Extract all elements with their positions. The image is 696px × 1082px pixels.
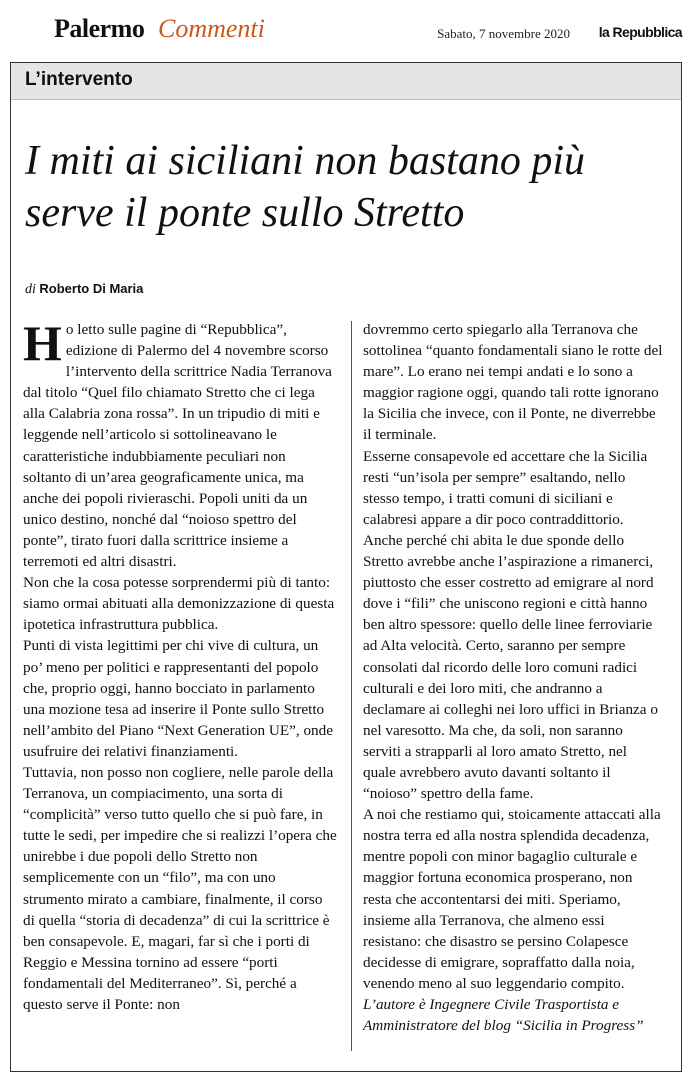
paragraph-text: o letto sulle pagine di “Repubblica”, edizione di Palermo del 4 novembre scorso l’intervento della scrittrice Nadia Terranova dal titolo “Quel filo chiamato Stretto che ci lega alla Calabria zona rossa”. In un tripudio di miti e leggende nell’articolo si sottolineavano le caratteristiche indubbiamente peculiari non soltanto di un’area geograficamente unica, ma anche dei popoli rivieraschi. Popoli uniti da un unico destino, nonché dal “noioso spettro del ponte”, tirato fuori dalla scrittrice insieme a terremoti ed altri disastri. [23,321,332,571]
paragraph: A noi che restiamo qui, stoicamente attaccati alla nostra terra ed alla nostra splendida decadenza, mentre popoli con minor bagaglio culturale e maggior fortuna economica prosperano, non resta che accontentarsi dei miti. Speriamo, insieme alla Terranova, che almeno essi resistano: che disastro se persino Colapesce decidesse di emigrare, sopraffatto dalla noia, venendo meno al suo leggendario compito. [363,806,661,992]
article-kicker: L’intervento [25,69,133,90]
headline-line-1: I miti ai siciliani non bastano più [25,138,586,184]
paragraph: dovremmo certo spiegarlo alla Terranova che sottolinea “quanto fondamentali siano le rotte del mare”. Lo erano nei tempi andati e lo sono a maggior ragione oggi, quando tali rotte ignorano la Sicilia che invece, con il Ponte, ne diverrebbe il terminale. [363,321,663,444]
article-frame [10,62,682,1072]
paragraph [23,315,337,572]
drop-cap: H [23,315,62,371]
author-note: L’autore è Ingegnere Civile Trasportista e Amministratore del blog “Sicilia in Progress” [363,996,644,1035]
paragraph: Non che la cosa potesse sorprendermi più di tanto: siamo ormai abituati alla demonizzazione di questa ipotetica infrastruttura pubblica. [23,574,335,634]
newspaper-brand: la Repubblica [598,24,682,40]
page-header [54,14,682,48]
section-name: Commenti [158,14,265,43]
paragraph: Punti di vista legittimi per chi vive di cultura, un po’ meno per politici e rappresentanti del popolo che, proprio oggi, hanno bocciato in parlamento una mozione tesa ad inserire il Ponte sullo Stretto nell’ambito del Piano “Next Generation UE”, onde usufruire dei relativi finanziamenti. [23,637,333,760]
issue-date: Sabato, 7 novembre 2020 [437,26,570,41]
article-column-right [363,319,663,1036]
kicker-bar [11,63,681,100]
byline [25,281,143,298]
article-column-left [23,315,337,1015]
headline-line-2: serve il ponte sullo Stretto [25,190,465,236]
section-city: Palermo [54,14,145,43]
author-name: Roberto Di Maria [39,281,144,296]
article-headline [25,135,675,239]
paragraph: Tuttavia, non posso non cogliere, nelle parole della Terranova, un compiacimento, una sorta di “complicità” verso tutto quello che si può fare, in tutte le sedi, per impedire che si realizzi l’opera che unirebbe i due popoli dello Stretto non semplicemente con un “filo”, ma con uno strumento mirato a cambiare, finalmente, il corso di quella “storia di decadenza” di cui la scrittrice è ben consapevole. E, magari, far sì che i porti di Reggio e Messina tornino ad essere “porti fondamentali del Mediterraneo”. Sì, perché a questo serve il Ponte: non [23,763,337,1013]
column-divider [351,321,352,1051]
byline-prefix: di [25,282,36,297]
paragraph: Esserne consapevole ed accettare che la Sicilia resti “un’isola per sempre” esaltando, nello stesso tempo, i tratti comuni di siciliani e calabresi appare a dir poco contraddittorio. Anche perché chi abita le due sponde dello Stretto avrebbe anche l’aspirazione a rimanerci, piuttosto che esser costretto ad emigrare al nord dove i “fili” che uniscono regioni e città hanno ben altro spessore: quello delle linee ferroviarie ad Alta velocità. Certo, saranno per sempre consolati dal ricordo delle loro comuni radici culturali e dei loro miti, che andranno a declamare ai colleghi nei loro uffici in Brianza o nel varesotto. Ma che, da soli, non saranno serviti a strapparli al loro amato Stretto, nel quale avrebbero avuto davanti soltanto il “noioso” spettro della fame. [363,447,658,803]
